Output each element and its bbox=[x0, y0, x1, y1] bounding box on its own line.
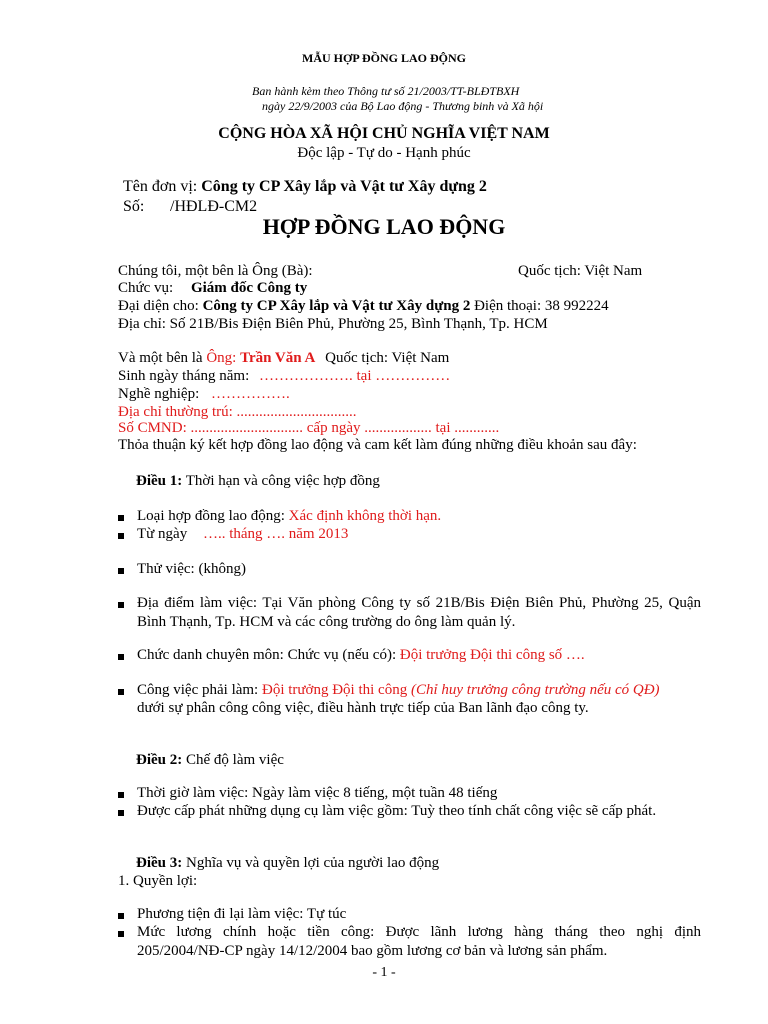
salary bbox=[137, 924, 701, 962]
duties-value: Đội trưởng Đội thi công bbox=[261, 682, 408, 698]
start-date-label: Từ ngày bbox=[137, 526, 188, 542]
probation: Thử việc: (không) bbox=[137, 561, 246, 577]
form-title: MẪU HỢP ĐỒNG LAO ĐỘNG bbox=[302, 51, 466, 65]
agreement-statement: Thỏa thuận ký kết hợp đồng lao động và cam kết làm đúng những điều khoản sau đây: bbox=[118, 437, 637, 453]
article-1-heading bbox=[136, 473, 380, 490]
issued-line-1: Ban hành kèm theo Thông tư số 21/2003/TT-BLĐTBXH bbox=[252, 84, 520, 98]
contract-title: HỢP ĐỒNG LAO ĐỘNG bbox=[262, 214, 506, 239]
job-title bbox=[137, 647, 585, 664]
party-a-intro: Chúng tôi, một bên là Ông (Bà): bbox=[118, 263, 313, 279]
party-b-id-card: Số CMND: .............................. cấp ngày .................. tại ............ bbox=[118, 420, 500, 436]
party-b-nationality: Quốc tịch: Việt Nam bbox=[325, 350, 450, 366]
start-date bbox=[137, 526, 348, 543]
contract-type-label: Loại hợp đồng lao động: bbox=[137, 508, 285, 524]
page-number: - 1 - bbox=[372, 965, 396, 980]
unit-label: Tên đơn vị: bbox=[123, 178, 198, 195]
party-b-dob-label: Sinh ngày tháng năm: bbox=[118, 368, 250, 384]
party-b-job-value: ……………. bbox=[210, 386, 290, 402]
party-a-nationality: Quốc tịch: Việt Nam bbox=[518, 263, 643, 279]
unit-no-value: /HĐLĐ-CM2 bbox=[170, 198, 258, 215]
duties-label: Công việc phải làm: bbox=[137, 682, 259, 698]
party-b-job bbox=[118, 386, 290, 403]
party-b-line bbox=[118, 350, 449, 367]
article-2-label: Điều 2: bbox=[136, 752, 183, 768]
party-b-title: Ông: bbox=[206, 350, 237, 366]
party-a-address: Địa chỉ: Số 21B/Bis Điện Biên Phủ, Phường 25, Bình Thạnh, Tp. HCM bbox=[118, 316, 548, 332]
duties-note: (Chỉ huy trưởng công trường nếu có QĐ) bbox=[410, 682, 660, 698]
motto: Độc lập - Tự do - Hạnh phúc bbox=[297, 145, 471, 161]
article-2-title: Chế độ làm việc bbox=[186, 752, 284, 768]
party-a-phone: Điện thoại: 38 992224 bbox=[474, 298, 609, 314]
salary-line-2: 205/2004/NĐ-CP ngày 14/12/2004 bao gồm lương cơ bản và lương sản phẩm. bbox=[137, 943, 608, 959]
article-1-label: Điều 1: bbox=[136, 473, 183, 489]
working-hours: Thời giờ làm việc: Ngày làm việc 8 tiếng, một tuần 48 tiếng bbox=[137, 785, 498, 801]
party-b-name: Trần Văn A bbox=[240, 350, 316, 366]
unit-no-label: Số: bbox=[123, 198, 145, 215]
party-b-residence: Địa chỉ thường trú: ................................ bbox=[118, 404, 357, 420]
article-3-label: Điều 3: bbox=[136, 855, 183, 871]
article-3-title: Nghĩa vụ và quyền lợi của người lao động bbox=[186, 855, 440, 871]
nation-title: CỘNG HÒA XÃ HỘI CHỦ NGHĨA VIỆT NAM bbox=[218, 125, 550, 142]
salary-line-1: Mức lương chính hoặc tiền công: Được lãnh lương hàng tháng theo nghị định bbox=[137, 924, 701, 940]
party-a-rep-value: Công ty CP Xây lắp và Vật tư Xây dựng 2 bbox=[202, 298, 471, 314]
bullet-icon bbox=[118, 533, 124, 539]
party-b-intro: Và một bên là bbox=[118, 350, 203, 366]
party-b-dob-value: ………………. tại …………… bbox=[259, 368, 451, 384]
work-tools: Được cấp phát những dụng cụ làm việc gồm: Tuỳ theo tính chất công việc sẽ cấp phát. bbox=[137, 803, 657, 819]
bullet-icon bbox=[118, 689, 124, 695]
article-3-heading bbox=[136, 855, 439, 872]
bullet-icon bbox=[118, 931, 124, 937]
contract-type bbox=[137, 508, 441, 525]
bullet-icon bbox=[118, 792, 124, 798]
article-2-heading bbox=[136, 752, 284, 769]
workplace-line-1: Địa điểm làm việc: Tại Văn phòng Công ty số 21B/Bis Điện Biên Phủ, Phường 25, Quận bbox=[137, 595, 701, 611]
contract-type-value: Xác định không thời hạn. bbox=[288, 508, 442, 524]
bullet-icon bbox=[118, 654, 124, 660]
unit-line bbox=[123, 178, 487, 196]
workplace bbox=[137, 595, 701, 633]
bullet-icon bbox=[118, 913, 124, 919]
job-title-label: Chức danh chuyên môn: Chức vụ (nếu có): bbox=[137, 647, 397, 663]
party-a-position-value: Giám đốc Công ty bbox=[190, 280, 308, 296]
bullet-icon bbox=[118, 568, 124, 574]
bullet-icon bbox=[118, 515, 124, 521]
article-1-title: Thời hạn và công việc hợp đồng bbox=[185, 473, 380, 489]
duties-line-2: dưới sự phân công công việc, điều hành trực tiếp của Ban lãnh đạo công ty. bbox=[137, 700, 589, 716]
job-title-value: Đội trưởng Đội thi công số …. bbox=[399, 647, 585, 663]
workplace-line-2: Bình Thạnh, Tp. HCM và các công trường do ông làm quản lý. bbox=[137, 614, 516, 630]
unit-name: Công ty CP Xây lắp và Vật tư Xây dựng 2 bbox=[201, 178, 487, 195]
bullet-icon bbox=[118, 602, 124, 608]
issued-line-2: ngày 22/9/2003 của Bộ Lao động - Thương binh và Xã hội bbox=[262, 99, 544, 113]
bullet-icon bbox=[118, 810, 124, 816]
party-b-job-label: Nghề nghiệp: bbox=[118, 386, 200, 402]
party-a-position-label: Chức vụ: bbox=[118, 280, 174, 296]
party-a-rep-label: Đại diện cho: bbox=[118, 298, 199, 314]
start-date-value: ….. tháng …. năm 2013 bbox=[202, 526, 349, 542]
transport: Phương tiện đi lại làm việc: Tự túc bbox=[137, 906, 347, 922]
rights-heading: 1. Quyền lợi: bbox=[118, 873, 198, 889]
party-b-dob bbox=[118, 368, 450, 385]
party-a-position bbox=[118, 280, 307, 297]
duties bbox=[137, 682, 660, 699]
party-a-representative bbox=[118, 298, 609, 315]
